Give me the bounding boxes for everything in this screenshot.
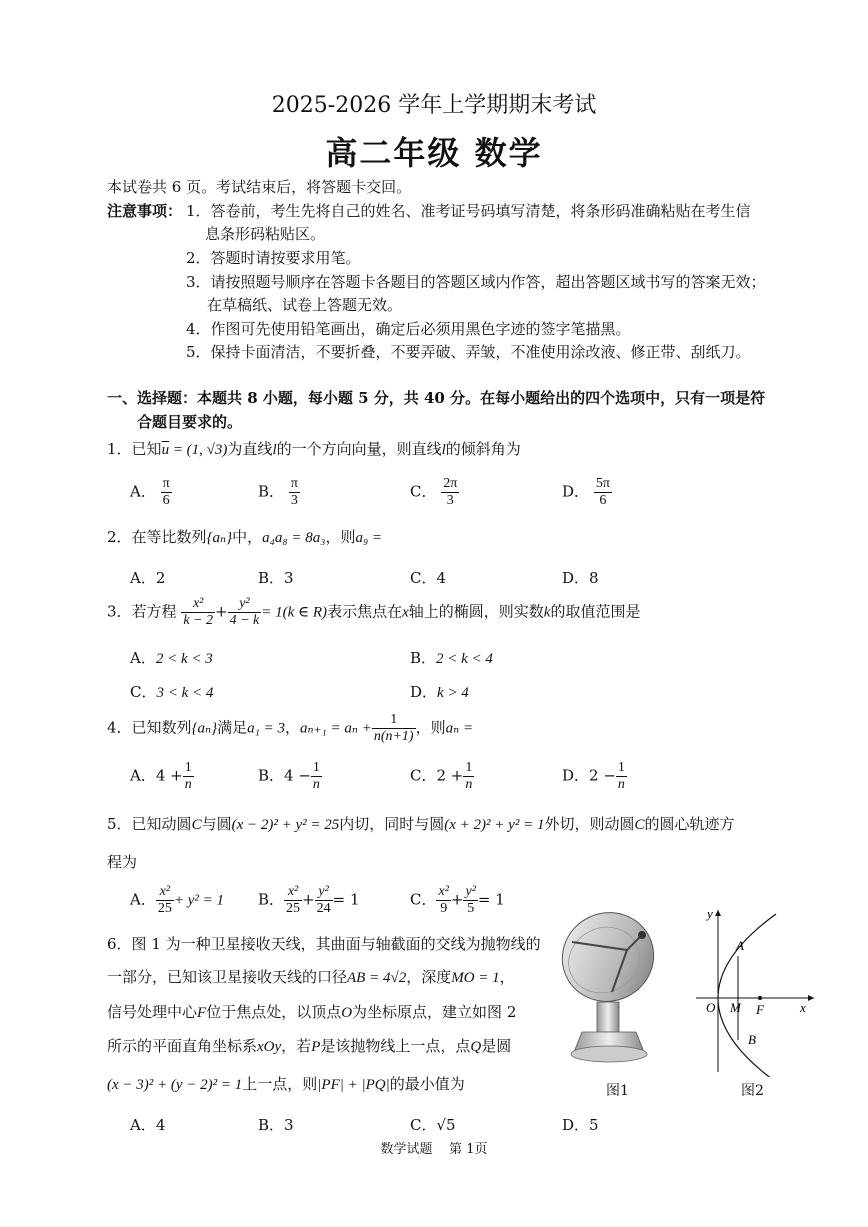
q4-option-a: A．4 + $\frac{1}{n}$ xyxy=(130,760,192,793)
q4-option-b: B．4 − $\frac{1}{n}$ xyxy=(258,760,320,793)
q6-option-b: B．3 xyxy=(258,1116,294,1134)
q2-option-b: B．3 xyxy=(258,569,294,587)
page-footer: 数学试题 第 1页 xyxy=(380,1142,488,1157)
q6-option-a: A．4 xyxy=(130,1116,166,1134)
q6-option-c: C．√5 xyxy=(410,1116,456,1134)
q3-option-d: D．k > 4 xyxy=(410,683,469,701)
q2-option-d: D．8 xyxy=(562,569,599,587)
note-1-cont: 息条形码粘贴区。 xyxy=(205,225,326,243)
question-5-cont: 程为 xyxy=(107,853,138,871)
question-5: 5．已知动圆C与圆(x − 2)² + y² = 25内切，同时与圆(x + 2)² + y² = 1外切，则动圆C的圆心轨迹方 xyxy=(107,815,735,833)
q1-option-d: D． $\frac{5\pi}{6}$ xyxy=(562,476,610,509)
question-6-line2: 一部分，已知该卫星接收天线的口径AB = 4√2，深度MO = 1， xyxy=(107,968,515,986)
question-6: 6．图 1 为一种卫星接收天线，其曲面与轴截面的交线为抛物线的 xyxy=(107,935,541,953)
figure-2-caption: 图2 xyxy=(741,1083,764,1099)
note-3: 3．请按照题号顺序在答题卡各题目的答题区域内作答，超出答题区域书写的答案无效； xyxy=(186,273,766,291)
parabola-curve xyxy=(718,914,776,1077)
note-1: 1．答卷前，考生先将自己的姓名、准考证号码填写清楚，将条形码准确粘贴在考生信 xyxy=(186,202,751,220)
section-heading: 一、选择题：本题共 8 小题，每小题 5 分，共 40 分。在每小题给出的四个选项中，只有一项是符 xyxy=(107,389,766,407)
exam-title: 2025-2026 学年上学期期末考试 xyxy=(271,93,597,118)
question-2: 2．在等比数列{aₙ}中，a₄a₈ = 8a₃，则a₉ = xyxy=(107,528,383,546)
question-6-line3: 信号处理中心F位于焦点处，以顶点O为坐标原点，建立如图 2 xyxy=(107,1003,517,1021)
note-5: 5．保持卡面清洁，不要折叠，不要弄破、弄皱，不准使用涂改液、修正带、刮纸刀。 xyxy=(186,343,751,361)
question-4: 4．已知数列{aₙ}满足a₁ = 3，aₙ₊₁ = aₙ + $\frac{1}{n(n+1)}$ ，则aₙ = xyxy=(107,712,474,745)
question-6-line5: (x − 3)² + (y − 2)² = 1上一点，则|PF| + |PQ|的最小值为 xyxy=(107,1075,465,1093)
q6-option-d: D．5 xyxy=(562,1116,599,1134)
question-1: 1．已知$\overline{u} = (1$, √3)为直线l的一个方向向量，则直线l的倾斜角为 xyxy=(107,440,521,458)
x-label: x xyxy=(800,1000,806,1015)
section-heading-cont: 合题目要求的。 xyxy=(137,413,243,431)
q5-option-b: B． $\frac{\text{x²}}{25}$ + $\frac{\text{y²}}{24}$ = 1 xyxy=(258,884,360,917)
point-f-label: F xyxy=(756,1002,764,1017)
point-m-label: M xyxy=(730,1000,741,1015)
q1-option-b: B． $\frac{\pi}{3}$ xyxy=(258,476,298,509)
q3-option-b: B．2 < k < 4 xyxy=(410,649,493,667)
note-3-cont: 在草稿纸、试卷上答题无效。 xyxy=(207,296,403,314)
focus-point xyxy=(758,996,762,1000)
q1-option-a: A． $\frac{\pi}{6}$ xyxy=(130,476,170,509)
q5-option-a: A． $\frac{\text{x²}}{25}$ + y² = 1 xyxy=(130,884,224,917)
note-2: 2．答题时请按要求用笔。 xyxy=(186,249,361,267)
q4-option-d: D．2 − $\frac{1}{n}$ xyxy=(562,760,625,793)
q2-option-c: C．4 xyxy=(410,569,447,587)
parabola-diagram xyxy=(690,902,822,1077)
q2-option-a: A．2 xyxy=(130,569,166,587)
figure-1-caption: 图1 xyxy=(606,1083,629,1099)
question-6-line4: 所示的平面直角坐标系xOy，若P是该抛物线上一点，点Q是圆 xyxy=(107,1037,512,1055)
q3-option-a: A．2 < k < 3 xyxy=(130,649,213,667)
point-b-label: B xyxy=(748,1032,756,1047)
subject-title: 高二年级 数学 xyxy=(325,134,543,172)
q3-option-c: C．3 < k < 4 xyxy=(130,683,214,701)
question-3: 3．若方程 $\frac{\text{x²}}{k - 2}$ + $\frac{\text{y²}}{4 - k}$ = 1(k ∈ R)表示焦点在x轴上的椭圆，则实数k的取值范围是 xyxy=(107,596,641,629)
point-a-label: A xyxy=(736,938,744,953)
q4-option-c: C．2 + $\frac{1}{n}$ xyxy=(410,760,473,793)
origin-label: O xyxy=(706,1000,716,1015)
intro-text: 本试卷共 6 页。考试结束后，将答题卡交回。 xyxy=(107,178,412,196)
q1-option-c: C． $\frac{2\pi}{3}$ xyxy=(410,476,458,509)
satellite-dish-image xyxy=(552,902,680,1074)
y-label: y xyxy=(707,906,713,921)
note-4: 4．作图可先使用铅笔画出，确定后必须用黑色字迹的签字笔描黑。 xyxy=(186,320,631,338)
notes-label: 注意事项： xyxy=(107,202,183,220)
q5-option-c: C． $\frac{\text{x²}}{9}$ + $\frac{\text{y²}}{5}$ = 1 xyxy=(410,884,505,917)
